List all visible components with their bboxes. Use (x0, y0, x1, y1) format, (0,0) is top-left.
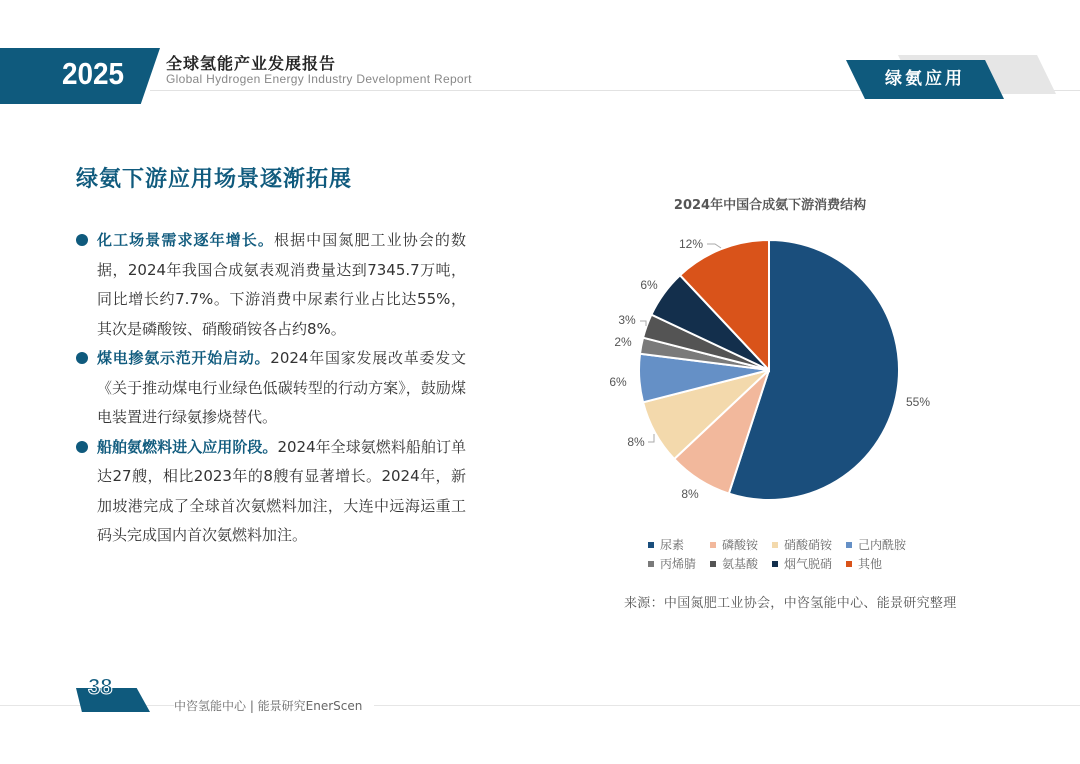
legend-item (710, 536, 772, 553)
leader-line (707, 244, 721, 248)
bullet-body: 2024年全球氨燃料船舶订单达27艘，相比2023年的8艘有显著增长。2024年，新加坡港完成了全球首次氨燃料加注，大连中远海运重工码头完成国内首次氨燃料加注。 (97, 437, 466, 544)
footer-text: 中咨氢能中心 | 能景研究EnerScen (174, 697, 374, 714)
legend-row (648, 554, 928, 573)
legend-swatch-icon (710, 542, 716, 548)
legend-label: 氨基酸 (722, 557, 759, 571)
pie-label: 8% (681, 487, 699, 501)
legend-label: 尿素 (660, 538, 685, 552)
section-tag: 绿氨应用 (885, 69, 965, 89)
pie-chart (590, 220, 950, 520)
legend-item (772, 555, 846, 572)
pie-label: 6% (609, 375, 627, 389)
page-number: 38 (88, 674, 113, 699)
section-title: 绿氨下游应用场景逐渐拓展 (76, 167, 353, 192)
bullet-dot-icon (76, 441, 88, 453)
bullet-lead: 煤电掺氨示范开始启动。 (97, 349, 271, 367)
legend-item (648, 536, 710, 553)
pie-label: 6% (640, 278, 658, 292)
legend-swatch-icon (846, 542, 852, 548)
legend-row (648, 535, 928, 554)
legend-item (846, 555, 906, 572)
legend-label: 磷酸铵 (722, 538, 759, 552)
legend-label: 丙烯腈 (660, 557, 697, 571)
bullet-lead: 船舶氨燃料进入应用阶段。 (97, 437, 278, 456)
report-subtitle: Global Hydrogen Energy Industry Development Report (166, 72, 472, 86)
legend-item (772, 536, 846, 553)
legend-label: 己内酰胺 (858, 538, 907, 552)
chart-title: 2024年中国合成氨下游消费结构 (673, 198, 867, 213)
bullet-body: 根据中国氮肥工业协会的数据，2024年我国合成氨表观消费量达到7345.7万吨，同比增长约7.7%。下游消费中尿素行业占比达55%，其次是磷酸铵、硝酸硝铵各占约8%。 (97, 231, 466, 338)
bullet-list (76, 226, 466, 551)
pie-label: 55% (905, 395, 931, 409)
legend-item (846, 536, 926, 553)
legend-swatch-icon (846, 561, 852, 567)
pie-label: 3% (618, 313, 636, 327)
legend-label: 烟气脱硝 (784, 557, 833, 571)
header-year: 2025 (62, 56, 125, 91)
pie-label: 12% (678, 237, 704, 251)
source-note: 来源：中国氮肥工业协会，中咨氢能中心、能景研究整理 (624, 596, 957, 611)
legend-swatch-icon (710, 561, 716, 567)
footer-divider (0, 705, 1080, 706)
bullet-dot-icon (76, 352, 88, 364)
pie-label: 8% (627, 435, 645, 449)
bullet-lead: 化工场景需求逐年增长。 (97, 231, 274, 249)
legend-swatch-icon (648, 542, 654, 548)
leader-line (648, 434, 654, 442)
bullet-body: 2024年国家发展改革委发文《关于推动煤电行业绿色低碳转型的行动方案》，鼓励煤电装置进行绿氨掺烧替代。 (97, 349, 466, 426)
bullet-dot-icon (76, 234, 88, 246)
legend-swatch-icon (772, 561, 778, 567)
chart-legend (648, 535, 928, 573)
legend-item (648, 555, 710, 572)
legend-label: 硝酸硝铵 (784, 538, 833, 552)
report-title: 全球氢能产业发展报告 (166, 54, 337, 73)
bullet-item (76, 344, 466, 433)
legend-label: 其他 (858, 557, 883, 571)
legend-swatch-icon (772, 542, 778, 548)
bullet-item (76, 433, 466, 551)
pie-label: 2% (614, 335, 632, 349)
legend-item (710, 555, 772, 572)
leader-line (640, 321, 646, 326)
legend-swatch-icon (648, 561, 654, 567)
bullet-item (76, 226, 466, 344)
